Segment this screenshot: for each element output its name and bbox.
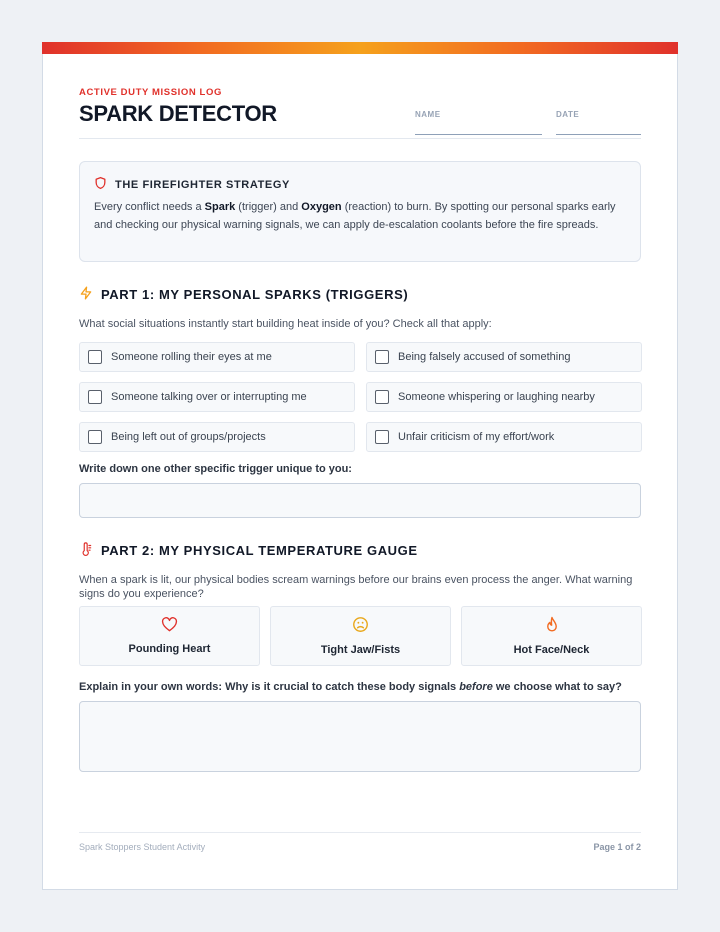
- trigger-option[interactable]: Being left out of groups/projects: [79, 422, 355, 452]
- sign-card-jaw[interactable]: [270, 606, 451, 666]
- trigger-option[interactable]: Unfair criticism of my effort/work: [366, 422, 642, 452]
- frown-icon: [352, 616, 369, 638]
- name-underline[interactable]: [415, 134, 542, 135]
- date-field[interactable]: [556, 110, 579, 119]
- part1-prompt: What social situations instantly start building heat inside of you? Check all that apply:: [79, 318, 492, 330]
- explain-prompt: Explain in your own words: Why is it crucial to catch these body signals before we choose what to say?: [79, 681, 622, 693]
- name-field[interactable]: [415, 110, 441, 119]
- gradient-top-bar: [42, 42, 678, 54]
- sign-card-heart[interactable]: [79, 606, 260, 666]
- lightning-icon: [79, 285, 93, 304]
- thermometer-icon: [79, 541, 93, 560]
- warning-signs: [79, 606, 641, 666]
- sign-label: Hot Face/Neck: [513, 644, 590, 656]
- trigger-option[interactable]: Someone talking over or interrupting me: [79, 382, 355, 412]
- sign-card-face[interactable]: [461, 606, 642, 666]
- trigger-checklist: [79, 342, 641, 452]
- page-number: Page 1 of 2: [593, 842, 641, 852]
- trigger-option[interactable]: Someone whispering or laughing nearby: [366, 382, 642, 412]
- trigger-option[interactable]: Someone rolling their eyes at me: [79, 342, 355, 372]
- footer-credit: Spark Stoppers Student Activity: [79, 842, 206, 852]
- worksheet-page: [42, 42, 678, 890]
- mission-log-kicker: ACTIVE DUTY MISSION LOG: [79, 87, 222, 98]
- sign-label: Tight Jaw/Fists: [320, 644, 401, 656]
- explain-input[interactable]: [79, 701, 641, 772]
- date-underline[interactable]: [556, 134, 641, 135]
- strategy-title: THE FIREFIGHTER STRATEGY: [115, 178, 290, 191]
- flame-icon: [545, 616, 559, 638]
- checkbox[interactable]: [375, 430, 389, 444]
- part1-heading: [79, 285, 641, 304]
- checkbox[interactable]: [375, 390, 389, 404]
- other-trigger-label: Write down one other specific trigger unique to you:: [79, 463, 352, 475]
- heart-icon: [161, 617, 178, 637]
- name-label: NAME: [415, 110, 441, 119]
- checkbox[interactable]: [88, 430, 102, 444]
- date-label: DATE: [556, 110, 580, 119]
- trigger-option[interactable]: Being falsely accused of something: [366, 342, 642, 372]
- checkbox[interactable]: [375, 350, 389, 364]
- checkbox[interactable]: [88, 350, 102, 364]
- strategy-text: Every conflict needs a Spark (trigger) and Oxygen (reaction) to burn. By spotting our personal sparks early and checking our physical warning signals, we can apply de-escalation coolants before the fire spreads.: [94, 201, 616, 231]
- page-title: SPARK DETECTOR: [79, 101, 277, 126]
- part2-title: PART 2: MY PHYSICAL TEMPERATURE GAUGE: [101, 543, 418, 558]
- part2-prompt: When a spark is lit, our physical bodies scream warnings before our brains even process the anger. What warning signs do you experience?: [79, 574, 633, 600]
- page-footer: [79, 832, 641, 852]
- strategy-callout: [79, 161, 641, 262]
- worksheet-header: [79, 54, 641, 139]
- shield-icon: [94, 176, 107, 193]
- part1-title: PART 1: MY PERSONAL SPARKS (TRIGGERS): [101, 287, 409, 302]
- other-trigger-input[interactable]: [79, 483, 641, 518]
- sign-label: Pounding Heart: [128, 643, 211, 655]
- part2-heading: [79, 541, 641, 560]
- checkbox[interactable]: [88, 390, 102, 404]
